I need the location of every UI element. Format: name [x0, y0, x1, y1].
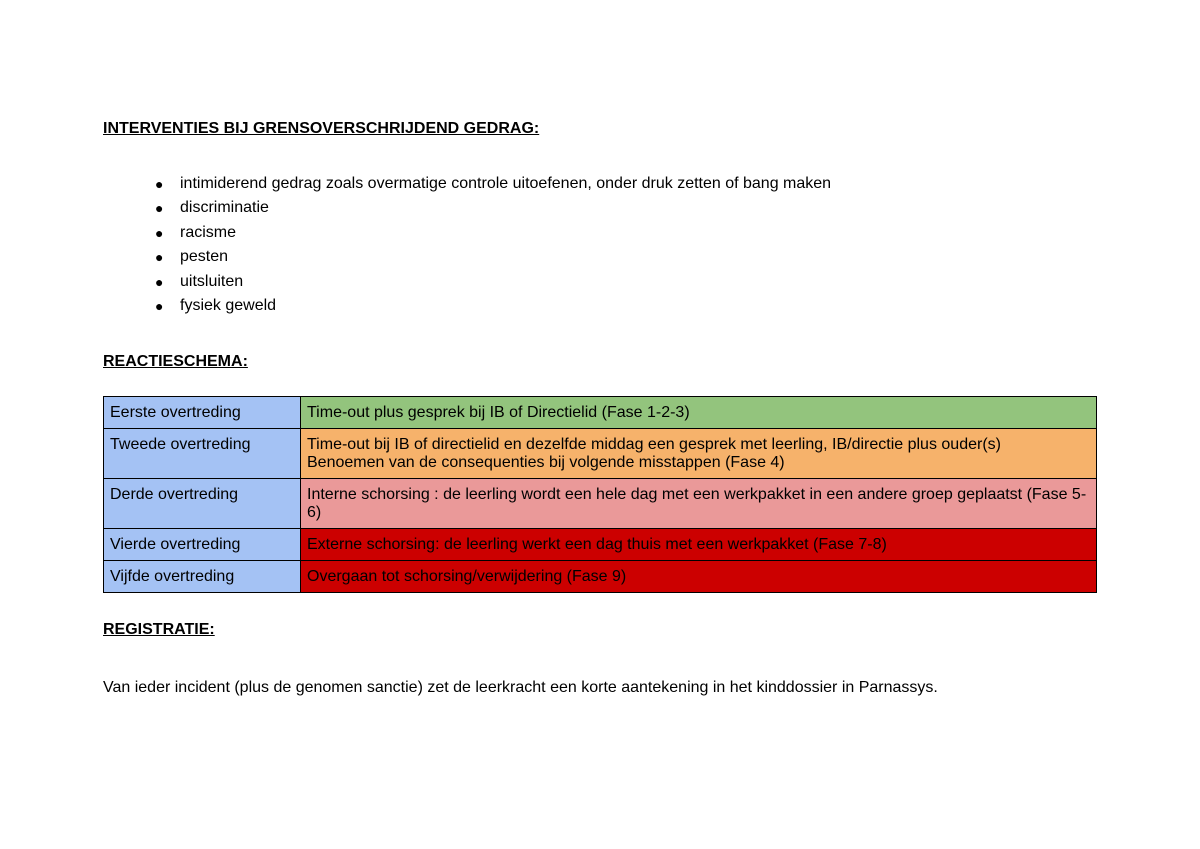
row-action-cell: [301, 529, 1097, 561]
bullet-icon: ●: [155, 249, 164, 266]
table-row: [104, 429, 1097, 479]
table-row: [104, 397, 1097, 429]
reaction-schema-table: [103, 396, 1097, 593]
registratie-paragraph: Van ieder incident (plus de genomen sanctie) zet de leerkracht een korte aantekening in het kinddossier in Parnassys.: [103, 679, 938, 696]
bullet-icon: ●: [155, 200, 164, 217]
row-action-cell: [301, 397, 1097, 429]
list-item: [155, 223, 831, 247]
bullet-icon: ●: [155, 176, 164, 192]
action-line: Time-out bij IB of directielid en dezelfde middag een gesprek met leerling, IB/directie plus ouder(s): [307, 436, 1001, 453]
list-item-text: fysiek geweld: [180, 296, 277, 314]
row-label-cell: Vijfde overtreding: [104, 561, 301, 593]
bullet-icon: ●: [155, 297, 164, 314]
list-item: [155, 198, 831, 222]
action-line: Overgaan tot schorsing/verwijdering (Fase 9): [307, 568, 627, 585]
heading-reactieschema: REACTIESCHEMA:: [103, 353, 248, 370]
list-item-text: discriminatie: [180, 199, 269, 217]
table-row: [104, 529, 1097, 561]
row-action-cell: [301, 479, 1097, 529]
behavior-list: [155, 174, 831, 320]
list-item-text: pesten: [180, 248, 229, 266]
row-label-cell: Vierde overtreding: [104, 529, 301, 561]
list-item-text: intimiderend gedrag zoals overmatige controle uitoefenen, onder druk zetten of bang maken: [180, 175, 832, 192]
row-label-cell: Derde overtreding: [104, 479, 301, 529]
table-row: [104, 479, 1097, 529]
row-action-cell: [301, 429, 1097, 479]
bullet-icon: ●: [155, 273, 164, 290]
action-line: Benoemen van de consequenties bij volgende misstappen (Fase 4): [307, 454, 785, 471]
list-item: [155, 247, 831, 271]
row-label-cell: Tweede overtreding: [104, 429, 301, 479]
heading-interventies: INTERVENTIES BIJ GRENSOVERSCHRIJDEND GEDRAG:: [103, 120, 540, 137]
action-line: Externe schorsing: de leerling werkt een dag thuis met een werkpakket (Fase 7-8): [307, 536, 887, 553]
list-item: [155, 272, 831, 296]
list-item: [155, 174, 831, 198]
table-row: [104, 561, 1097, 593]
list-item-text: racisme: [180, 223, 237, 241]
row-label-cell: Eerste overtreding: [104, 397, 301, 429]
row-action-cell: [301, 561, 1097, 593]
action-line: Interne schorsing : de leerling wordt een hele dag met een werkpakket in een andere groep geplaatst (Fase 5-6): [307, 486, 1087, 521]
list-item: [155, 296, 831, 320]
action-line: Time-out plus gesprek bij IB of Directielid (Fase 1-2-3): [307, 404, 690, 421]
bullet-icon: ●: [155, 224, 164, 241]
list-item-text: uitsluiten: [180, 272, 244, 290]
heading-registratie: REGISTRATIE:: [103, 621, 215, 638]
